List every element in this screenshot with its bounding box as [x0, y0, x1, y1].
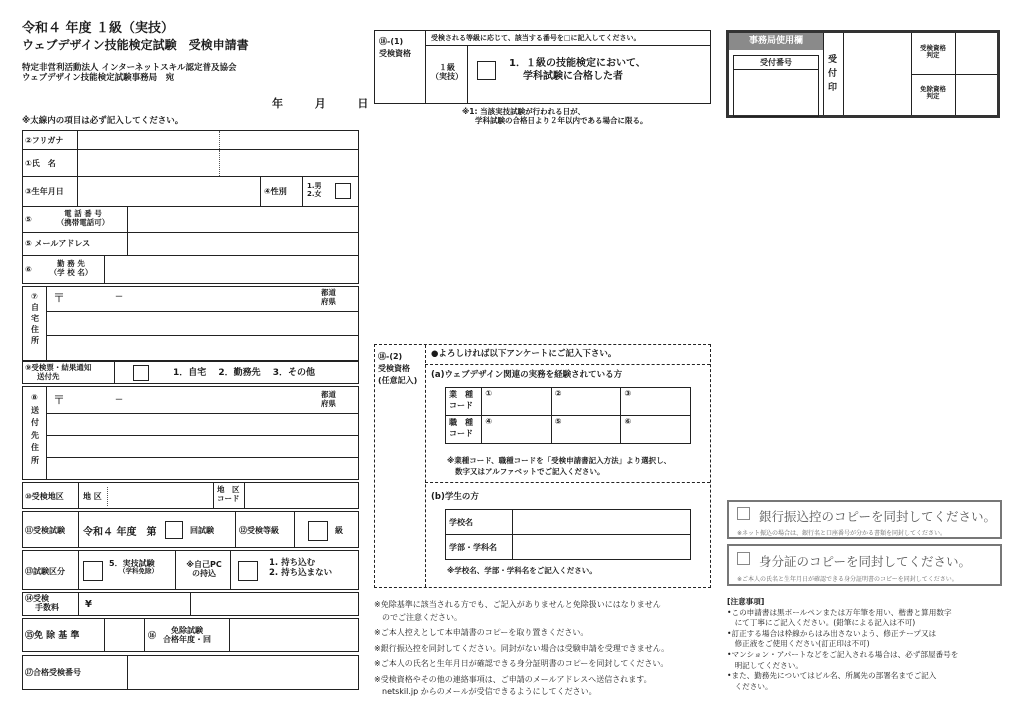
send-postal-mark: 〒	[53, 393, 66, 407]
stamp-char-1: 受	[828, 55, 838, 65]
exam-type-label: ⑬試験区分	[25, 567, 65, 576]
caution-line-6: 明記してください。	[727, 660, 803, 670]
region-code-label-1: 地 区	[217, 485, 240, 494]
survey-label-2: (任意記入)	[378, 376, 418, 385]
birth-row	[22, 177, 359, 207]
qualification-box	[374, 30, 711, 104]
circled-3: ③	[624, 389, 632, 398]
stamp-char-2: 付	[828, 69, 838, 79]
gender-label: ④性別	[264, 187, 287, 196]
exempt-year-num: ⑯	[148, 631, 156, 640]
exam-type-option-sub: （学科免除）	[119, 567, 158, 576]
send-address-block	[22, 386, 359, 480]
send-to-row	[22, 361, 359, 384]
exam-times-text: 令和４ 年度 第	[83, 527, 157, 538]
exam-type-option: 5．実技試験	[109, 559, 155, 568]
home-postal-mark: 〒	[53, 291, 66, 305]
exempt-year-label-1: 免除試験	[171, 626, 203, 635]
office-title: 事務局使用欄	[729, 33, 823, 50]
bottom-note-6: ※受検資格やその他の連絡事項は、ご申請のメールアドレスへ送信されます。	[374, 674, 652, 684]
id-copy-notice	[727, 544, 1002, 586]
survey-num: ⑱-(2)	[378, 352, 403, 361]
fee-label-1: ⑭受検	[25, 594, 49, 603]
qualification-grade: １級	[439, 63, 455, 72]
circled-4: ④	[485, 417, 492, 426]
send-char-5: 所	[31, 455, 39, 465]
send-label-1: ⑨受検票・結果通知	[25, 363, 92, 372]
caution-line-2: にて丁寧にご記入ください。(鉛筆による記入は不可)	[727, 618, 916, 628]
exam-times-suffix: 回試験	[190, 526, 214, 535]
circled-2: ②	[554, 389, 562, 398]
work-num: ⑥	[25, 265, 32, 274]
date-line	[272, 95, 368, 111]
qualification-checkbox[interactable]	[477, 61, 496, 80]
form-title	[22, 20, 249, 53]
home-char-4: 所	[31, 336, 39, 345]
org-line-2: ウェブデザイン技能検定試験事務局 宛	[22, 72, 175, 83]
caution-line-7: •また、勤務先についてはビル名、所属先の部署名までご記入	[727, 671, 937, 681]
send-label-2: 送付先	[37, 371, 60, 381]
pc-label-1: ※自己PC	[186, 560, 222, 569]
code-table	[445, 387, 691, 444]
exam-grade-suffix: 級	[335, 526, 343, 535]
fee-field[interactable]	[79, 593, 191, 615]
furigana-row	[22, 130, 359, 150]
home-address-block	[22, 286, 359, 361]
id-note: ※ご本人の氏名と生年月日が確認できる身分証明書のコピーを同封してください。	[737, 576, 958, 583]
email-row	[22, 233, 359, 256]
qualification-option-1: 1．１級の技能検定において、	[509, 58, 646, 69]
qualification-note-2: 学科試験の合格日より２年以内である場合に限る。	[475, 115, 648, 125]
bank-title: 銀行振込控のコピーを同封してください。	[759, 509, 997, 524]
title-line-2: ウェブデザイン技能検定試験 受検申請書	[22, 38, 249, 52]
fee-row	[22, 592, 359, 616]
judge-1-sub: 判定	[926, 51, 940, 60]
judge-2-label: 免除資格	[920, 85, 946, 93]
id-checkbox-icon	[737, 552, 750, 565]
home-address-field[interactable]	[47, 287, 358, 360]
caution-line-3: •訂正する場合は枠線からはみ出さないよう、修正テープ又は	[727, 628, 937, 638]
org-line-1: 特定非営利活動法人 インターネットスキル認定普及協会	[22, 63, 237, 73]
qualification-option-2: 学科試験に合格した者	[523, 71, 623, 82]
caution-line-1: •この申請書は黒ボールペンまたは万年筆を用い、楷書と算用数字	[727, 607, 952, 617]
survey-section-b: (b)学生の方	[431, 492, 479, 502]
caution-line-5: •マンション・アパートなどをご記入される場合は、必ず部屋番号を	[727, 649, 959, 659]
qualification-label: 受検資格	[379, 49, 411, 59]
furigana-label: ②フリガナ	[25, 136, 64, 145]
home-char-1: 自	[31, 303, 39, 312]
send-options: 1．自宅 2．勤務先 3．その他	[173, 368, 316, 378]
id-title: 身分証のコピーを同封してください。	[759, 554, 972, 569]
industry-label: 業 種	[449, 390, 473, 399]
yen-sign: ¥	[85, 599, 92, 610]
bank-note: ※ネット振込の場合は、銀行名と口座番号が分かる書類を同封してください。	[737, 530, 947, 537]
region-label: ⑩受検地区	[25, 492, 64, 501]
home-char-2: 宅	[31, 314, 39, 323]
pc-option-1: 1. 持ち込む	[269, 558, 316, 568]
bottom-note-4: ※銀行振込控を同封してください。同封がない場合は受験申請を受理できません。	[374, 643, 670, 653]
industry-code-1[interactable]	[482, 388, 552, 416]
circled-6: ⑥	[624, 417, 632, 426]
stamp-area	[843, 33, 912, 115]
bottom-note-1: ※免除基準に該当される方でも、ご記入がありませんと免除扱いにはなりません	[374, 600, 661, 609]
survey-label-1: 受検資格	[378, 364, 410, 373]
school-field[interactable]	[513, 510, 691, 535]
phone-row	[22, 207, 359, 233]
fee-label-2: 手数料	[35, 603, 59, 613]
industry-sublabel: コード	[449, 401, 473, 410]
send-char-2: 付	[31, 418, 39, 427]
school-note: ※学校名、学部・学科名をご記入ください。	[447, 566, 597, 575]
gender-option-male: 1.男	[307, 182, 322, 190]
workplace-field[interactable]	[105, 256, 358, 283]
bottom-note-7: netskil.jp からのメールが受信できるようにしてください。	[374, 687, 597, 696]
receipt-number-label: 受付番号	[734, 56, 818, 70]
name-label: ①氏 名	[25, 159, 56, 168]
school-table	[445, 509, 691, 560]
region-code-label-2: コード	[217, 493, 240, 503]
name-field[interactable]	[78, 150, 358, 176]
bottom-note-2: のでご注意ください。	[374, 612, 462, 622]
caution-notes	[727, 597, 958, 692]
school-label: 学校名	[449, 517, 473, 527]
birth-field[interactable]	[78, 177, 261, 206]
phone-field[interactable]	[128, 207, 358, 232]
exam-grade-label: ⑫受検等級	[239, 526, 279, 535]
caution-line-4: 修正液をご使用ください(訂正印は不可)	[727, 639, 870, 649]
bottom-note-5: ※ご本人の氏名と生年月日が確認できる身分証明書のコピーを同封してください。	[374, 659, 669, 668]
home-pref-1: 都道	[321, 288, 336, 297]
send-pref-2: 府県	[321, 398, 336, 408]
email-field[interactable]	[128, 233, 358, 255]
exempt-year-field[interactable]	[230, 619, 358, 651]
industry-code-3[interactable]	[621, 388, 691, 416]
faculty-label: 学部・学科名	[449, 542, 497, 552]
pass-number-row	[22, 655, 359, 690]
send-pref-1: 都道	[321, 390, 336, 399]
judge-1-label: 受検資格	[920, 44, 946, 52]
qualification-grade-sub: （実技）	[431, 72, 463, 82]
job-code-1[interactable]	[482, 416, 552, 444]
title-line-1: 令和４ 年度 １級（実技）	[22, 21, 175, 36]
code-note-1: ※業種コード、職種コードを「受検申請書記入方法」より選択し、	[447, 456, 672, 465]
qualification-header: 受検される等級に応じて、該当する番号を□に記入してください。	[431, 34, 641, 42]
faculty-field[interactable]	[513, 535, 691, 560]
qualification-num: ⑱-(1)	[379, 37, 404, 46]
home-char-3: 住	[31, 325, 39, 334]
region-code-field[interactable]	[245, 483, 358, 508]
bottom-note-3: ※ご本人控えとして本申請書のコピーを取り置きください。	[374, 628, 589, 637]
send-char-4: 住	[31, 443, 39, 452]
job-sublabel: コード	[449, 429, 473, 438]
bank-copy-notice	[727, 500, 1002, 539]
job-code-2[interactable]	[551, 416, 621, 444]
office-use-box	[726, 30, 1000, 118]
exam-grade-box[interactable]	[308, 521, 328, 541]
exemption-label: ⑮免 除 基 準	[25, 631, 80, 641]
survey-section-a: (a)ウェブデザイン関連の実務を経験されている方	[431, 370, 623, 380]
region-row	[22, 482, 359, 509]
home-postal-dash: －	[115, 292, 123, 301]
date-year: 年	[272, 97, 283, 110]
caution-line-8: ください。	[727, 681, 773, 691]
required-note: ※太線内の項目は必ず記入してください。	[22, 116, 184, 126]
caution-title: [注意事項]	[727, 597, 765, 606]
phone-num: ⑤	[25, 215, 32, 224]
date-month: 月	[314, 97, 326, 110]
job-code-3[interactable]	[621, 416, 691, 444]
date-day: 日	[357, 97, 369, 110]
work-label: 勤 務 先	[57, 259, 85, 268]
furigana-field[interactable]	[78, 131, 358, 149]
exam-type-checkbox[interactable]	[83, 561, 103, 581]
gender-option-female: 2.女	[307, 190, 322, 199]
judge-2-sub: 判定	[926, 92, 940, 101]
send-char-3: 先	[31, 430, 39, 440]
pass-number-label: ⑰合格受検番号	[25, 668, 81, 677]
exemption-row	[22, 618, 359, 652]
bottom-notes	[374, 599, 669, 699]
survey-box	[374, 344, 711, 588]
bank-checkbox-icon	[737, 507, 750, 520]
send-to-checkbox[interactable]	[133, 365, 149, 381]
exam-times-label: ⑪受検試験	[25, 526, 65, 535]
organization	[22, 64, 237, 84]
gender-checkbox[interactable]	[335, 183, 351, 199]
pass-number-field[interactable]	[128, 656, 358, 689]
exam-times-box[interactable]	[165, 521, 183, 539]
phone-label: 電 話 番 号	[64, 209, 102, 218]
region-area-label: 地 区	[83, 492, 102, 501]
phone-sublabel: （携帯電話可）	[56, 217, 110, 227]
pc-option-2: 2. 持ち込まない	[269, 567, 333, 578]
qualification-note-1: ※1: 当該実技試験が行われる日が、	[462, 107, 586, 116]
circled-1: ①	[485, 389, 492, 398]
exam-type-row	[22, 550, 359, 590]
birth-label: ③生年月日	[25, 187, 64, 196]
work-sublabel: （学 校 名）	[49, 267, 93, 277]
send-postal-dash: －	[115, 395, 123, 404]
home-pref-2: 府県	[321, 296, 336, 306]
name-row	[22, 150, 359, 177]
email-label: ⑤ メールアドレス	[25, 239, 91, 248]
code-note-2: 数字又はアルファベットでご記入ください。	[455, 467, 605, 476]
pc-label-2: の持込	[192, 569, 216, 579]
exempt-year-label-2: 合格年度・回	[163, 635, 211, 645]
workplace-row	[22, 256, 359, 284]
send-char-1: 送	[31, 405, 39, 415]
industry-code-2[interactable]	[551, 388, 621, 416]
send-num: ⑧	[31, 393, 38, 402]
home-num: ⑦	[31, 292, 38, 301]
circled-5: ⑤	[554, 417, 562, 426]
exam-times-row	[22, 511, 359, 548]
pc-checkbox[interactable]	[238, 561, 258, 581]
survey-header: ●よろしければ以下アンケートにご記入下さい。	[431, 349, 617, 359]
send-address-field[interactable]	[47, 387, 358, 479]
job-label: 職 種	[449, 418, 473, 427]
exemption-field[interactable]	[105, 619, 145, 651]
stamp-char-3: 印	[828, 83, 838, 93]
